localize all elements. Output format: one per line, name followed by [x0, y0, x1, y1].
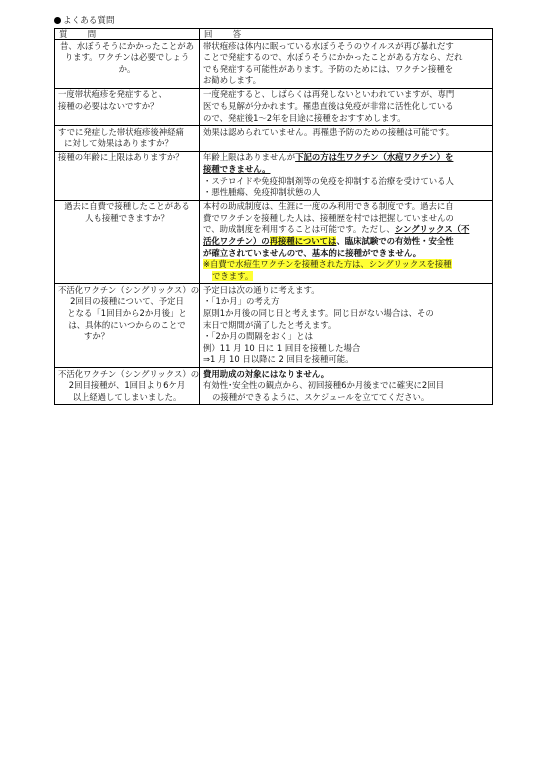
answer-cell: 帯状疱疹は体内に眠っている水ぼうそうのウイルスが再び暴れだす ことで発症するので、水ぼうそうにかかったことがある方なら、だれ でも発症する可能性があります。予防のためには、ワクチン接種を お勧めします。 — [200, 40, 493, 89]
header-question: 質 問 — [55, 29, 200, 40]
table-row — [55, 368, 493, 405]
question-cell: 不活化ワクチン（シングリックス）の 2回目の接種について、予定日 となる「1回目から2か月後」と は、具体的にいつからのことで すか？ — [55, 284, 200, 368]
answer-cell: 一度発症すると、しばらくは再発しないといわれていますが、専門 医でも見解が分かれます。罹患直後は免疫が非常に活性化している ので、発症後1～2年を目途に接種をおすすめします。 — [200, 88, 493, 125]
table-row — [55, 284, 493, 368]
answer-cell: 予定日は次の通りに考えます。 ・「1か月」の考え方 原則1か月後の同じ日と考えます。同じ日がない場合は、その 末日で期間が満了したと考えます。 ・「2か月の間隔をおく」とは 例）11 月 10 日に 1 回目を接種した場合 ⇒1 月 10 日以降に 2 回目を接種可能。 — [200, 284, 493, 368]
question-cell: すでに発症した帯状疱疹後神経痛 に対して効果はありますか？ — [55, 126, 200, 152]
question-cell: 不活化ワクチン（シングリックス）の 2回目接種が、1回目より6ケ月 以上経過してしまいました。 — [55, 368, 200, 405]
table-row — [55, 151, 493, 200]
question-cell: 一度帯状疱疹を発症すると、 接種の必要はないですか？ — [55, 88, 200, 125]
table-row — [55, 40, 493, 89]
answer-cell: 費用助成の対象にはなりません。 有効性･安全性の観点から、初回接種6か月後までに確実に2回目 の接種ができるように、スケジュールを立ててください。 — [200, 368, 493, 405]
table-row — [55, 88, 493, 125]
table-row — [55, 200, 493, 284]
faq-section — [54, 15, 492, 405]
table-header-row — [55, 29, 493, 40]
question-cell: 接種の年齢に上限はありますか？ — [55, 151, 200, 200]
bullet-dot-icon — [54, 17, 61, 24]
question-cell: 過去に自費で接種したことがある 人も接種できますか？ — [55, 200, 200, 284]
note-highlight: ※自費で水痘生ワクチンを接種された方は、シングリックスを接種 — [203, 259, 452, 270]
faq-heading: よくある質問 — [54, 15, 492, 28]
faq-table — [54, 28, 493, 405]
question-cell: 昔、水ぼうそうにかかったことがあ ります。ワクチンは必要でしょう か。 — [55, 40, 200, 89]
answer-cell: 本村の助成制度は、生涯に一度のみ利用できる制度です。過去に自 費でワクチンを接種した人は、接種歴を村では把握していませんの で、助成制度を利用することは可能です。ただし、シングリックス（不 活化ワクチン）の再接種については、臨床試験での有効性・安全性 が確立されていませんので、基本的に接種ができません。 ※自費で水痘生ワクチンを接種された方は、シングリックスを接種 できます。 — [200, 200, 493, 284]
answer-cell: 年齢上限はありませんが下記の方は生ワクチン（水痘ワクチン）を 接種できません。 ・ステロイドや免疫抑制剤等の免疫を抑制する治療を受けている人 ・悪性腫瘍、免疫抑制状態の人 — [200, 151, 493, 200]
header-answer: 回 答 — [200, 29, 493, 40]
table-row — [55, 126, 493, 152]
answer-cell: 効果は認められていません。再罹患予防のための接種は可能です。 — [200, 126, 493, 152]
